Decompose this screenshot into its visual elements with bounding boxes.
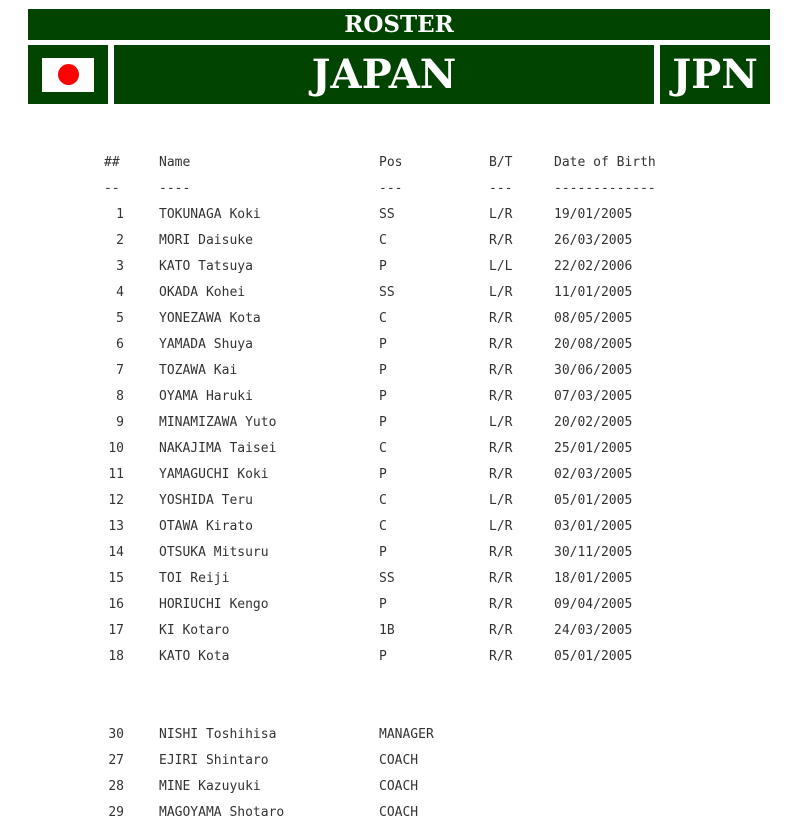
player-position: C — [379, 441, 387, 456]
player-bats-throws: R/R — [489, 363, 513, 378]
player-position: P — [379, 337, 387, 352]
player-date-of-birth: 20/02/2005 — [554, 415, 633, 430]
player-row — [0, 388, 790, 406]
player-row — [0, 622, 790, 640]
player-name: MORI Daisuke — [159, 233, 253, 248]
player-position: P — [379, 363, 387, 378]
player-position: P — [379, 259, 387, 274]
player-row — [0, 518, 790, 536]
staff-number: 27 — [108, 753, 124, 768]
player-name: YAMADA Shuya — [159, 337, 253, 352]
player-name: TOKUNAGA Koki — [159, 207, 261, 222]
country-name: JAPAN — [311, 51, 457, 98]
staff-row — [0, 778, 790, 796]
player-name: MINAMIZAWA Yuto — [159, 415, 277, 430]
player-name: KI Kotaro — [159, 623, 230, 638]
player-name: KATO Tatsuya — [159, 259, 253, 274]
player-row — [0, 492, 790, 510]
column-header-bt: B/T — [489, 155, 513, 170]
column-header-name: Name — [159, 155, 191, 170]
player-number: 11 — [108, 467, 124, 482]
player-bats-throws: R/R — [489, 441, 513, 456]
table-header-row — [0, 154, 790, 172]
player-row — [0, 596, 790, 614]
player-name: OKADA Kohei — [159, 285, 246, 300]
player-number: 15 — [108, 571, 124, 586]
player-row — [0, 466, 790, 484]
player-date-of-birth: 03/01/2005 — [554, 519, 633, 534]
player-number: 1 — [116, 207, 124, 222]
player-position: P — [379, 389, 387, 404]
player-number: 18 — [108, 649, 124, 664]
player-date-of-birth: 09/04/2005 — [554, 597, 633, 612]
player-position: P — [379, 467, 387, 482]
staff-role: MANAGER — [379, 727, 434, 742]
player-position: SS — [379, 207, 395, 222]
player-row — [0, 440, 790, 458]
player-bats-throws: L/R — [489, 207, 513, 222]
player-position: SS — [379, 571, 395, 586]
player-bats-throws: R/R — [489, 233, 513, 248]
player-row — [0, 544, 790, 562]
player-number: 6 — [116, 337, 124, 352]
staff-row — [0, 752, 790, 770]
player-row — [0, 362, 790, 380]
flag-box — [28, 45, 108, 104]
player-bats-throws: L/R — [489, 415, 513, 430]
column-header-pos: Pos — [379, 155, 403, 170]
player-bats-throws: R/R — [489, 623, 513, 638]
player-row — [0, 310, 790, 328]
player-date-of-birth: 20/08/2005 — [554, 337, 633, 352]
player-bats-throws: R/R — [489, 389, 513, 404]
separator-pos: --- — [379, 181, 403, 196]
player-bats-throws: L/R — [489, 285, 513, 300]
player-row — [0, 232, 790, 250]
staff-row — [0, 804, 790, 822]
player-number: 2 — [116, 233, 124, 248]
player-name: OTAWA Kirato — [159, 519, 253, 534]
player-date-of-birth: 24/03/2005 — [554, 623, 633, 638]
staff-role: COACH — [379, 805, 419, 820]
staff-name: MINE Kazuyuki — [159, 779, 261, 794]
player-bats-throws: L/L — [489, 259, 513, 274]
player-position: C — [379, 233, 387, 248]
player-row — [0, 648, 790, 666]
player-number: 4 — [116, 285, 124, 300]
column-header-dob: Date of Birth — [554, 155, 656, 170]
player-number: 12 — [108, 493, 124, 508]
staff-number: 29 — [108, 805, 124, 820]
staff-number: 28 — [108, 779, 124, 794]
player-position: P — [379, 597, 387, 612]
player-date-of-birth: 05/01/2005 — [554, 493, 633, 508]
player-name: YAMAGUCHI Koki — [159, 467, 269, 482]
column-header-number: ## — [104, 155, 120, 170]
player-date-of-birth: 08/05/2005 — [554, 311, 633, 326]
player-number: 5 — [116, 311, 124, 326]
player-position: C — [379, 519, 387, 534]
player-row — [0, 414, 790, 432]
player-date-of-birth: 05/01/2005 — [554, 649, 633, 664]
player-row — [0, 570, 790, 588]
player-position: C — [379, 493, 387, 508]
player-name: TOZAWA Kai — [159, 363, 238, 378]
player-position: C — [379, 311, 387, 326]
player-number: 3 — [116, 259, 124, 274]
player-bats-throws: R/R — [489, 467, 513, 482]
country-bar — [114, 45, 654, 104]
player-number: 17 — [108, 623, 124, 638]
player-bats-throws: L/R — [489, 493, 513, 508]
player-date-of-birth: 25/01/2005 — [554, 441, 633, 456]
player-number: 7 — [116, 363, 124, 378]
player-date-of-birth: 02/03/2005 — [554, 467, 633, 482]
player-date-of-birth: 30/11/2005 — [554, 545, 633, 560]
player-date-of-birth: 19/01/2005 — [554, 207, 633, 222]
player-date-of-birth: 07/03/2005 — [554, 389, 633, 404]
player-date-of-birth: 11/01/2005 — [554, 285, 633, 300]
separator-number: -- — [104, 181, 120, 196]
player-name: YONEZAWA Kota — [159, 311, 261, 326]
country-code: JPN — [672, 51, 758, 98]
player-number: 14 — [108, 545, 124, 560]
player-date-of-birth: 18/01/2005 — [554, 571, 633, 586]
player-name: NAKAJIMA Taisei — [159, 441, 277, 456]
staff-name: NISHI Toshihisa — [159, 727, 277, 742]
player-position: P — [379, 649, 387, 664]
country-code-bar — [660, 45, 770, 104]
staff-row — [0, 726, 790, 744]
player-bats-throws: R/R — [489, 649, 513, 664]
staff-role: COACH — [379, 779, 419, 794]
player-position: SS — [379, 285, 395, 300]
player-bats-throws: R/R — [489, 545, 513, 560]
japan-flag-icon — [42, 58, 94, 92]
player-number: 16 — [108, 597, 124, 612]
player-name: HORIUCHI Kengo — [159, 597, 269, 612]
player-number: 9 — [116, 415, 124, 430]
table-separator-row — [0, 180, 790, 198]
player-row — [0, 206, 790, 224]
player-row — [0, 336, 790, 354]
player-position: P — [379, 415, 387, 430]
player-bats-throws: L/R — [489, 519, 513, 534]
staff-number: 30 — [108, 727, 124, 742]
player-name: YOSHIDA Teru — [159, 493, 253, 508]
player-position: 1B — [379, 623, 395, 638]
staff-name: EJIRI Shintaro — [159, 753, 269, 768]
player-bats-throws: R/R — [489, 571, 513, 586]
separator-bt: --- — [489, 181, 513, 196]
player-bats-throws: R/R — [489, 337, 513, 352]
separator-dob: ------------- — [554, 181, 656, 196]
player-bats-throws: R/R — [489, 311, 513, 326]
player-name: OYAMA Haruki — [159, 389, 253, 404]
separator-name: ---- — [159, 181, 191, 196]
player-number: 8 — [116, 389, 124, 404]
player-name: TOI Reiji — [159, 571, 230, 586]
player-bats-throws: R/R — [489, 597, 513, 612]
staff-role: COACH — [379, 753, 419, 768]
roster-title: ROSTER — [344, 11, 454, 38]
player-name: KATO Kota — [159, 649, 230, 664]
player-date-of-birth: 30/06/2005 — [554, 363, 633, 378]
player-number: 10 — [108, 441, 124, 456]
player-position: P — [379, 545, 387, 560]
roster-title-bar — [28, 9, 770, 40]
player-name: OTSUKA Mitsuru — [159, 545, 269, 560]
player-row — [0, 258, 790, 276]
player-number: 13 — [108, 519, 124, 534]
flag-sun — [58, 64, 79, 85]
player-row — [0, 284, 790, 302]
player-date-of-birth: 26/03/2005 — [554, 233, 633, 248]
player-date-of-birth: 22/02/2006 — [554, 259, 633, 274]
staff-name: MAGOYAMA Shotaro — [159, 805, 285, 820]
